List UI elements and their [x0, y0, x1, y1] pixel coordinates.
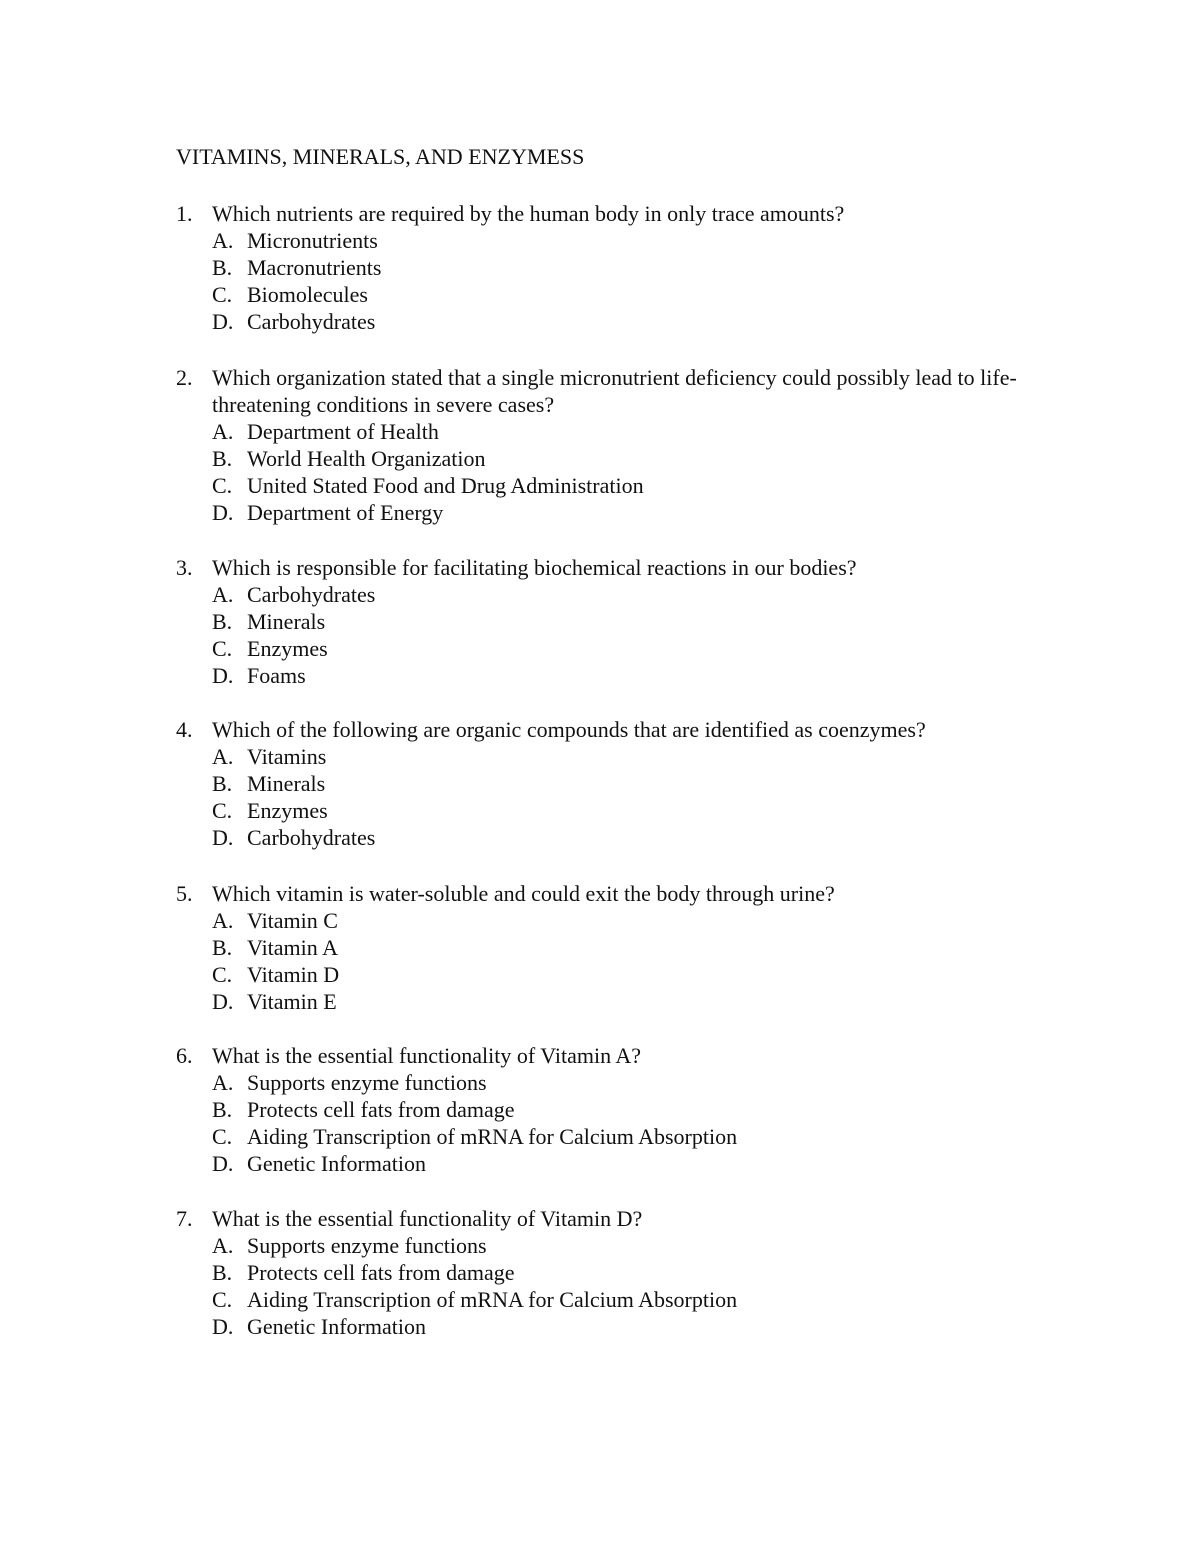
option-text: Carbohydrates	[247, 309, 376, 334]
answer-options	[176, 743, 1056, 851]
answer-options	[176, 581, 1056, 689]
page-title: VITAMINS, MINERALS, AND ENZYMESS	[176, 144, 585, 169]
option-letter: B.	[212, 1260, 233, 1285]
option-c	[212, 1286, 1056, 1313]
option-letter: C.	[212, 962, 233, 987]
option-letter: D.	[212, 309, 234, 334]
answer-options	[176, 1069, 1056, 1177]
option-a	[212, 227, 1056, 254]
option-c	[212, 961, 1056, 988]
answer-options	[176, 1232, 1056, 1340]
option-a	[212, 1232, 1056, 1259]
option-text: Macronutrients	[247, 255, 382, 280]
option-text: Protects cell fats from damage	[247, 1260, 515, 1285]
option-letter: B.	[212, 609, 233, 634]
option-letter: C.	[212, 1124, 233, 1149]
option-a	[212, 743, 1056, 770]
option-letter: D.	[212, 825, 234, 850]
option-text: Vitamins	[247, 744, 327, 769]
question-number: 6.	[176, 1043, 193, 1068]
option-text: Carbohydrates	[247, 825, 376, 850]
question-text: Which vitamin is water-soluble and could exit the body through urine?	[212, 881, 835, 906]
option-d	[212, 308, 1056, 335]
option-letter: D.	[212, 500, 234, 525]
question-1	[176, 200, 1056, 335]
option-letter: D.	[212, 989, 234, 1014]
option-text: Department of Energy	[247, 500, 444, 525]
option-text: United Stated Food and Drug Administration	[247, 473, 644, 498]
option-text: Enzymes	[247, 798, 328, 823]
option-b	[212, 254, 1056, 281]
answer-options	[176, 907, 1056, 1015]
option-letter: C.	[212, 473, 233, 498]
question-number: 7.	[176, 1206, 193, 1231]
option-text: Supports enzyme functions	[247, 1233, 487, 1258]
option-text: Genetic Information	[247, 1314, 426, 1339]
option-text: Carbohydrates	[247, 582, 376, 607]
question-number: 5.	[176, 881, 193, 906]
option-letter: B.	[212, 255, 233, 280]
option-b	[212, 1096, 1056, 1123]
option-text: Minerals	[247, 609, 326, 634]
option-b	[212, 1259, 1056, 1286]
option-letter: D.	[212, 1151, 234, 1176]
question-text: Which is responsible for facilitating biochemical reactions in our bodies?	[212, 555, 857, 580]
question-text: What is the essential functionality of Vitamin A?	[212, 1043, 642, 1068]
option-c	[212, 797, 1056, 824]
option-text: Micronutrients	[247, 228, 378, 253]
option-d	[212, 824, 1056, 851]
question-3	[176, 554, 1056, 689]
option-letter: B.	[212, 935, 233, 960]
question-text: What is the essential functionality of Vitamin D?	[212, 1206, 643, 1231]
question-4	[176, 716, 1056, 851]
option-text: Vitamin D	[247, 962, 340, 987]
option-letter: D.	[212, 1314, 234, 1339]
option-b	[212, 934, 1056, 961]
option-d	[212, 499, 1056, 526]
question-6	[176, 1042, 1056, 1177]
option-text: Aiding Transcription of mRNA for Calcium Absorption	[247, 1287, 738, 1312]
option-c	[212, 472, 1056, 499]
option-letter: A.	[212, 908, 234, 933]
question-text: Which nutrients are required by the human body in only trace amounts?	[212, 201, 845, 226]
option-letter: C.	[212, 798, 233, 823]
option-b	[212, 445, 1056, 472]
answer-options	[176, 227, 1056, 335]
option-c	[212, 635, 1056, 662]
option-letter: B.	[212, 1097, 233, 1122]
option-text: Genetic Information	[247, 1151, 426, 1176]
option-text: Foams	[247, 663, 306, 688]
option-letter: C.	[212, 636, 233, 661]
option-a	[212, 418, 1056, 445]
option-letter: A.	[212, 419, 234, 444]
option-text: Minerals	[247, 771, 326, 796]
option-d	[212, 1313, 1056, 1340]
option-d	[212, 988, 1056, 1015]
option-c	[212, 281, 1056, 308]
question-7	[176, 1205, 1056, 1340]
option-text: Aiding Transcription of mRNA for Calcium Absorption	[247, 1124, 738, 1149]
option-a	[212, 1069, 1056, 1096]
option-text: Vitamin A	[247, 935, 338, 960]
question-number: 4.	[176, 717, 193, 742]
question-number: 3.	[176, 555, 193, 580]
option-c	[212, 1123, 1056, 1150]
question-number: 2.	[176, 365, 193, 390]
option-letter: B.	[212, 771, 233, 796]
option-b	[212, 608, 1056, 635]
option-text: Department of Health	[247, 419, 439, 444]
option-letter: A.	[212, 582, 234, 607]
question-5	[176, 880, 1056, 1015]
option-letter: B.	[212, 446, 233, 471]
option-a	[212, 907, 1056, 934]
option-text: Protects cell fats from damage	[247, 1097, 515, 1122]
option-letter: A.	[212, 1070, 234, 1095]
option-b	[212, 770, 1056, 797]
option-letter: A.	[212, 744, 234, 769]
option-text: Vitamin C	[247, 908, 338, 933]
option-letter: C.	[212, 1287, 233, 1312]
option-letter: A.	[212, 228, 234, 253]
option-text: Supports enzyme functions	[247, 1070, 487, 1095]
option-d	[212, 662, 1056, 689]
question-text: Which organization stated that a single micronutrient deficiency could possibly lead to life-threatening conditions in severe cases?	[212, 365, 1017, 417]
question-number: 1.	[176, 201, 193, 226]
option-letter: C.	[212, 282, 233, 307]
option-d	[212, 1150, 1056, 1177]
option-a	[212, 581, 1056, 608]
question-2	[176, 364, 1056, 526]
option-letter: D.	[212, 663, 234, 688]
question-text: Which of the following are organic compounds that are identified as coenzymes?	[212, 717, 926, 742]
option-text: Biomolecules	[247, 282, 368, 307]
option-text: Vitamin E	[247, 989, 337, 1014]
answer-options	[176, 418, 1056, 526]
option-letter: A.	[212, 1233, 234, 1258]
option-text: Enzymes	[247, 636, 328, 661]
option-text: World Health Organization	[247, 446, 486, 471]
